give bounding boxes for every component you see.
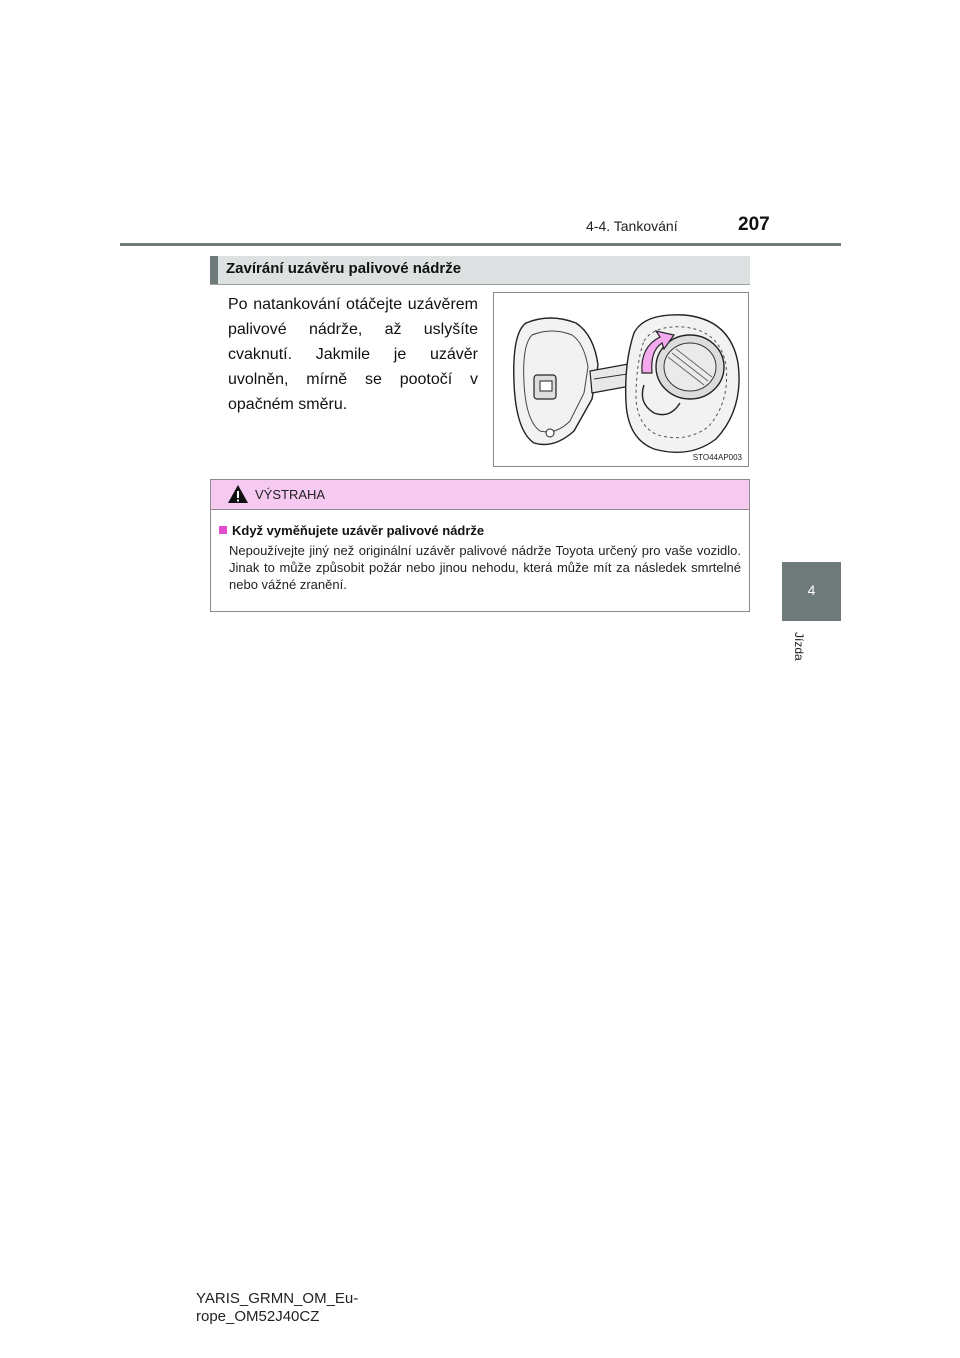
warning-box xyxy=(210,479,750,612)
chapter-tab xyxy=(782,562,841,621)
warning-body-text: Nepoužívejte jiný než originální uzávěr palivové nádrže Toyota určený pro vaše vozidlo. Jinak to může způsobit požár nebo jinou nehodu, která může mít za následek smrtelné nebo vážné zranění. xyxy=(229,543,741,592)
section-heading-bar xyxy=(210,256,218,284)
fuel-cap-drawing xyxy=(494,293,748,466)
chapter-number: 4 xyxy=(807,582,816,598)
warning-title: VÝSTRAHA xyxy=(255,487,326,502)
header-section-title: 4-4. Tankování xyxy=(586,218,678,234)
chapter-name: Jízda xyxy=(792,632,806,661)
warning-header xyxy=(211,480,749,510)
section-heading-text: Zavírání uzávěru palivové nádrže xyxy=(226,260,462,277)
warning-triangle-icon xyxy=(227,484,249,504)
figure-code: STO44AP003 xyxy=(692,453,742,462)
warning-subheading-text: Když vyměňujete uzávěr palivové nádrže xyxy=(232,523,485,538)
bullet-square-icon xyxy=(219,526,227,534)
section-body-text: Po natankování otáčejte uzávěrem palivové nádrže, až uslyšíte cvaknutí. Jakmile je uzávěr uvolněn, mírně se pootočí v opačném směru. xyxy=(228,296,478,413)
footer-document-id xyxy=(196,1290,358,1326)
header-rule xyxy=(120,243,841,246)
fuel-cap-illustration xyxy=(493,292,749,467)
warning-subheading xyxy=(219,523,484,538)
footer-line-1: YARIS_GRMN_OM_Eu- xyxy=(196,1290,359,1307)
section-heading xyxy=(210,256,750,285)
page-number: 207 xyxy=(738,214,770,235)
footer-line-2: rope_OM52J40CZ xyxy=(196,1308,320,1325)
